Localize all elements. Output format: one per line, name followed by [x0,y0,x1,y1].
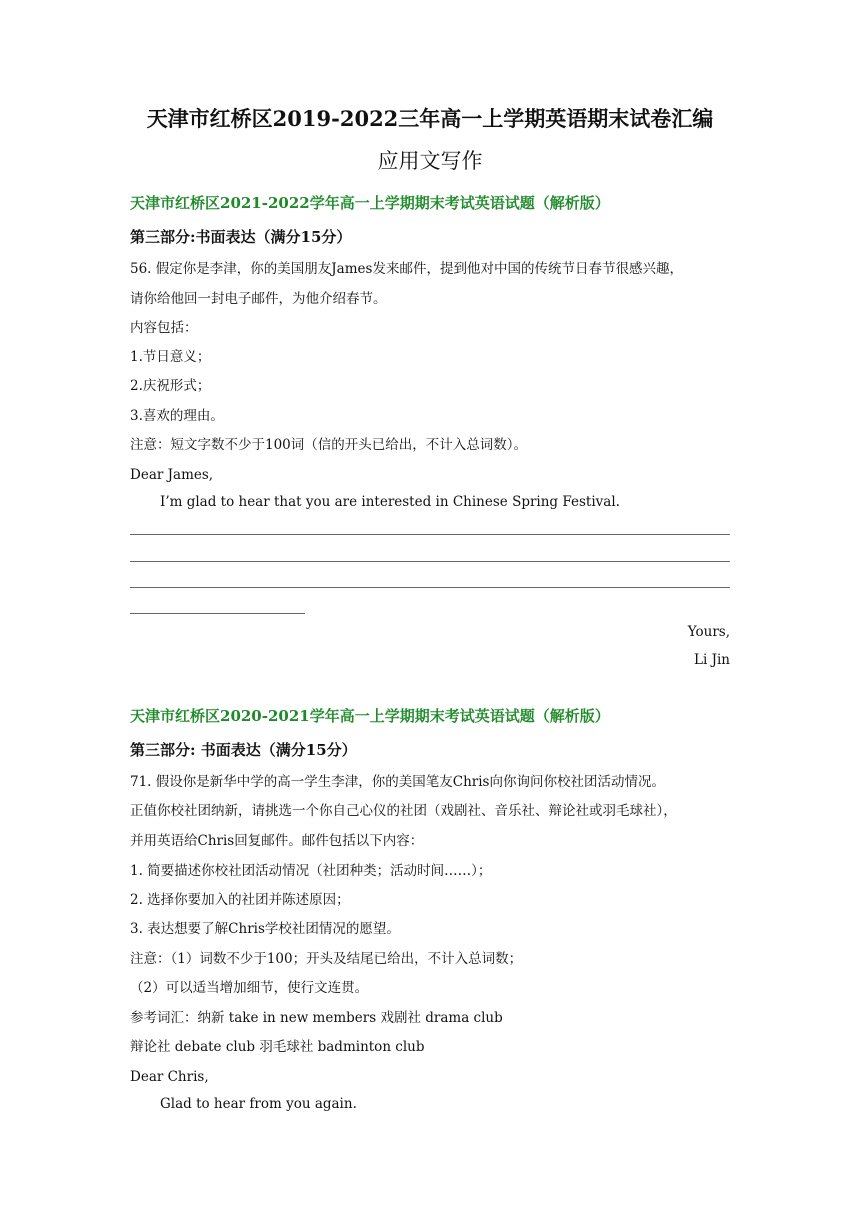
part2-question-line-3: 并用英语给Chris回复邮件。邮件包括以下内容： [130,833,424,849]
part2-item-3: 3. 表达想要了解Chris学校社团情况的愿望。 [130,921,400,937]
part1-signature: Li Jin [694,652,730,668]
part2-note-1: 注意：（1）词数不少于100；开头及结尾已给出，不计入总词数； [130,951,523,967]
part2-question-line-1: 71. 假设你是新华中学的高一学生李津，你的美国笔友Chris向你询问你校社团活动情况。 [130,774,665,790]
part2-section-title: 第三部分: 书面表达（满分15分） [130,741,357,759]
answer-line [130,534,730,535]
part1-item-3: 3.喜欢的理由。 [130,408,224,424]
part2-question-line-2: 正值你校社团纳新，请挑选一个你自己心仪的社团（戏剧社、音乐社、辩论社或羽毛球社）， [130,803,677,819]
part1-heading: 天津市红桥区2021-2022学年高一上学期期末考试英语试题（解析版） [130,194,610,212]
answer-line [130,561,730,562]
part1-item-1: 1.节日意义； [130,349,211,365]
answer-line [130,613,305,614]
part1-note: 注意：短文字数不少于100词（信的开头已给出，不计入总词数）。 [130,437,528,453]
part1-greeting: Dear James, [130,467,214,483]
part2-note-2: （2）可以适当增加细节，使行文连贯。 [130,980,369,996]
part2-item-1: 1. 简要描述你校社团活动情况（社团种类；活动时间……）； [130,863,492,879]
part2-heading: 天津市红桥区2020-2021学年高一上学期期末考试英语试题（解析版） [130,707,610,725]
part1-question-line-1: 56. 假定你是李津，你的美国朋友James发来邮件，提到他对中国的传统节日春节很感兴趣， [130,261,683,277]
part2-opening: Glad to hear from you again. [160,1096,357,1112]
part2-vocab-2: 辩论社 debate club 羽毛球社 badminton club [130,1039,425,1055]
part1-opening: I’m glad to hear that you are interested in Chinese Spring Festival. [160,494,620,510]
part1-closing: Yours, [687,624,730,640]
part1-content-label: 内容包括： [130,320,198,336]
part2-vocab-1: 参考词汇：纳新 take in new members 戏剧社 drama club [130,1010,503,1026]
part2-greeting: Dear Chris, [130,1069,209,1085]
document-title: 天津市红桥区2019-2022三年高一上学期英语期末试卷汇编 [146,106,714,131]
part1-question-line-2: 请你给他回一封电子邮件，为他介绍春节。 [130,291,387,307]
answer-line [130,587,730,588]
part1-section-title: 第三部分:书面表达（满分15分） [130,228,352,246]
part2-item-2: 2. 选择你要加入的社团并陈述原因； [130,892,350,908]
document-subtitle: 应用文写作 [377,149,483,173]
part1-item-2: 2.庆祝形式； [130,378,211,394]
